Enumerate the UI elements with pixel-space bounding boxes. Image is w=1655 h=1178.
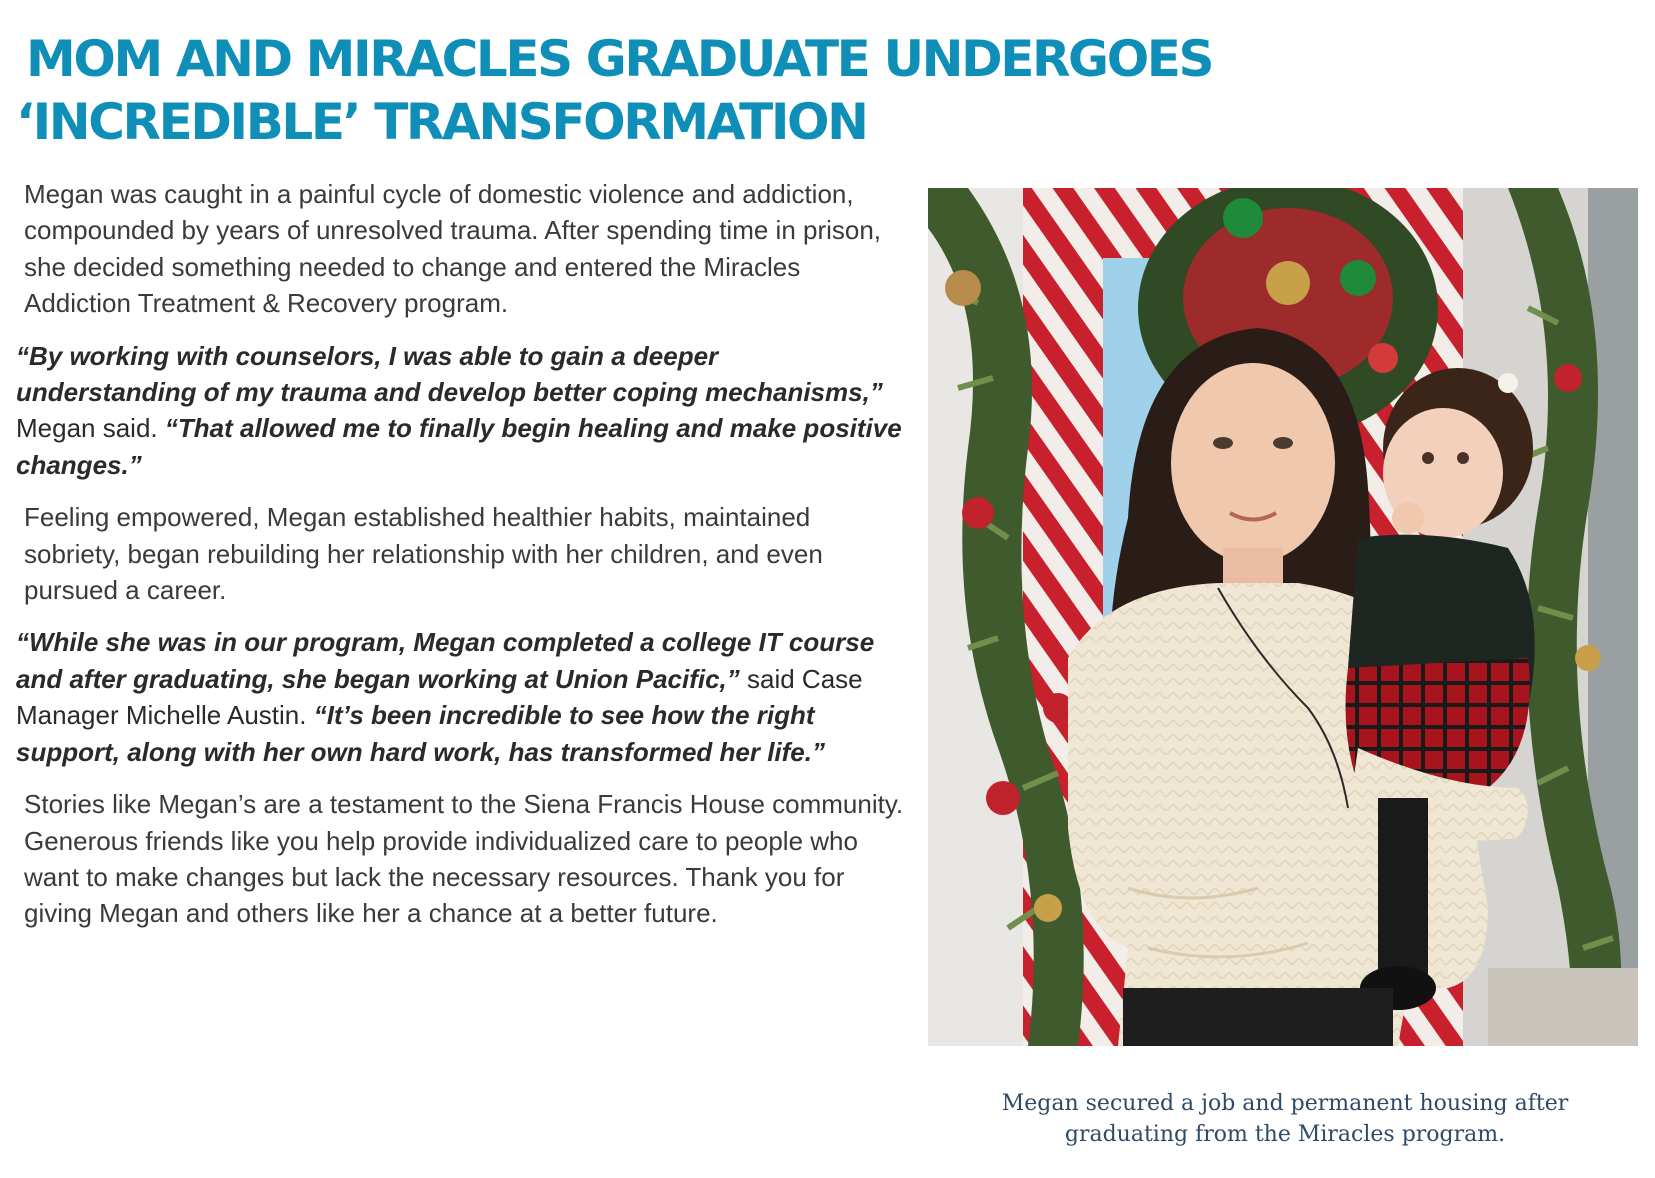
case-manager-quote: [16, 624, 904, 770]
megan-quote-attribution: Megan said.: [16, 413, 165, 444]
photo-caption: [930, 1088, 1640, 1150]
empowerment-paragraph: Feeling empowered, Megan established healthier habits, maintained sobriety, began rebuilding her relationship with her children, and even pursued a career.: [24, 502, 823, 606]
case-manager-quote-part-1: “While she was in our program, Megan completed a college IT course and after graduating, she began working at Union Pacific,”: [16, 627, 875, 694]
headline: [16, 28, 1212, 154]
megan-quote-part-2: “That allowed me to finally begin healing and make positive changes.”: [16, 413, 902, 480]
caption-line-2: graduating from the Miracles program.: [1064, 1122, 1506, 1147]
caption-line-1: Megan secured a job and permanent housing after: [1001, 1091, 1569, 1116]
closing-paragraph: Stories like Megan’s are a testament to the Siena Francis House community. Generous friends like you help provide individualized care to people who want to make changes but lack the necessary resources. Thank you for giving Megan and others like her a chance at a better future.: [24, 789, 904, 929]
photo-of-woman-holding-toddler-icon: [928, 188, 1638, 1046]
headline-line-2: ‘INCREDIBLE’ TRANSFORMATION: [16, 93, 867, 151]
article-body: [16, 176, 904, 932]
headline-line-1: MOM AND MIRACLES GRADUATE UNDERGOES: [26, 30, 1213, 88]
megan-quote: [16, 338, 904, 484]
megan-photo: [928, 188, 1638, 1046]
megan-quote-part-1: “By working with counselors, I was able to gain a deeper understanding of my trauma and develop better coping mechanisms,”: [16, 340, 883, 408]
case-manager-quote-part-2: “It’s been incredible to see how the right support, along with her own hard work, has transformed her life.”: [16, 700, 825, 767]
case-manager-quote-attribution: said Case Manager Michelle Austin.: [16, 663, 863, 731]
intro-paragraph: Megan was caught in a painful cycle of domestic violence and addiction, compounded by years of unresolved trauma. After spending time in prison, she decided something needed to change and entered the Miracles Addiction Treatment & Recovery program.: [24, 179, 882, 319]
